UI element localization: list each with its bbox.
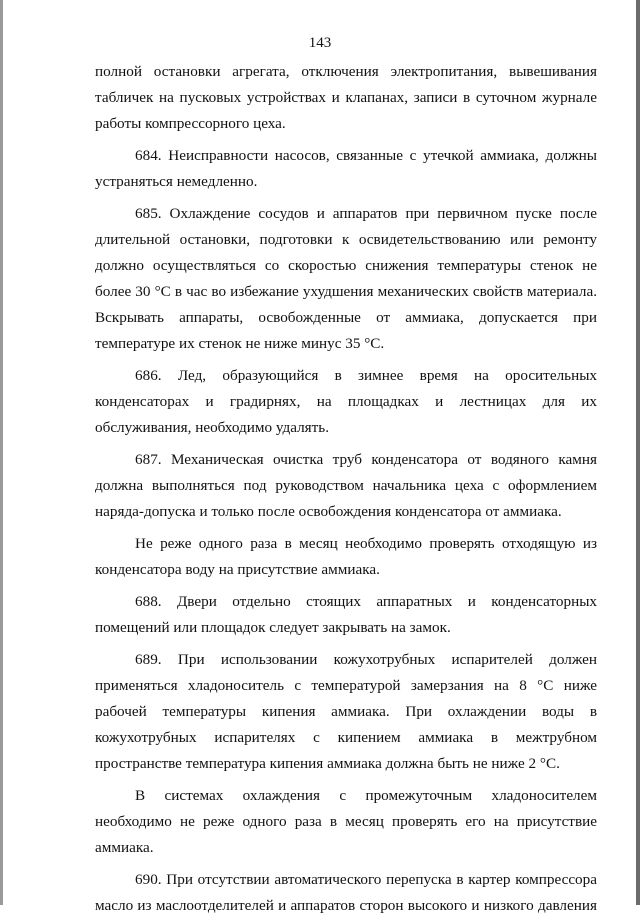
scan-edge-right	[636, 0, 640, 905]
paragraph-689-note: В системах охлаждения с промежуточным хладоносителем необходимо не реже одного раза в месяц проверять его на присутствие аммиака.	[95, 787, 597, 856]
paragraph-687-note: Не реже одного раза в месяц необходимо проверять отходящую из конденсатора воду на присутствие аммиака.	[95, 535, 597, 578]
paragraph-686: 686. Лед, образующийся в зимнее время на оросительных конденсаторах и градирнях, на площадках и лестницах для их обслуживания, необходимо удалять.	[95, 367, 597, 436]
paragraph-690: 690. При отсутствии автоматического перепуска в картер компрессора масло из маслоотделителей и аппаратов сторон высокого и низкого давления	[95, 871, 597, 914]
paragraph-687: 687. Механическая очистка труб конденсатора от водяного камня должна выполняться под руководством начальника цеха с оформлением наряда-допуска и только после освобождения конденсатора от аммиака.	[95, 451, 597, 520]
paragraph-684: 684. Неисправности насосов, связанные с утечкой аммиака, должны устраняться немедленно.	[95, 147, 597, 190]
page-number: 143	[308, 35, 332, 51]
paragraph-685: 685. Охлаждение сосудов и аппаратов при первичном пуске после длительной остановки, подготовки к освидетельствованию или ремонту должно осуществляться со скоростью снижения температуры стенок не более 30 °С в час во избежание ухудшения механических свойств материала. Вскрывать аппараты, освобожденные от аммиака, допускается при температуре их стенок не ниже минус 35 °С.	[95, 205, 597, 352]
document-body	[95, 59, 597, 919]
paragraph-689: 689. При использовании кожухотрубных испарителей должен применяться хладоноситель с температурой замерзания на 8 °С ниже рабочей температуры кипения аммиака. При охлаждении воды в кожухотрубных испарителях с кипением аммиака в межтрубном пространстве температура кипения аммиака должна быть не ниже 2 °С.	[95, 651, 597, 772]
paragraph-continuation: полной остановки агрегата, отключения электропитания, вывешивания табличек на пусковых устройствах и клапанах, записи в суточном журнале работы компрессорного цеха.	[95, 63, 597, 132]
paragraph-688: 688. Двери отдельно стоящих аппаратных и конденсаторных помещений или площадок следует закрывать на замок.	[95, 593, 597, 636]
scan-edge-left	[0, 0, 3, 905]
